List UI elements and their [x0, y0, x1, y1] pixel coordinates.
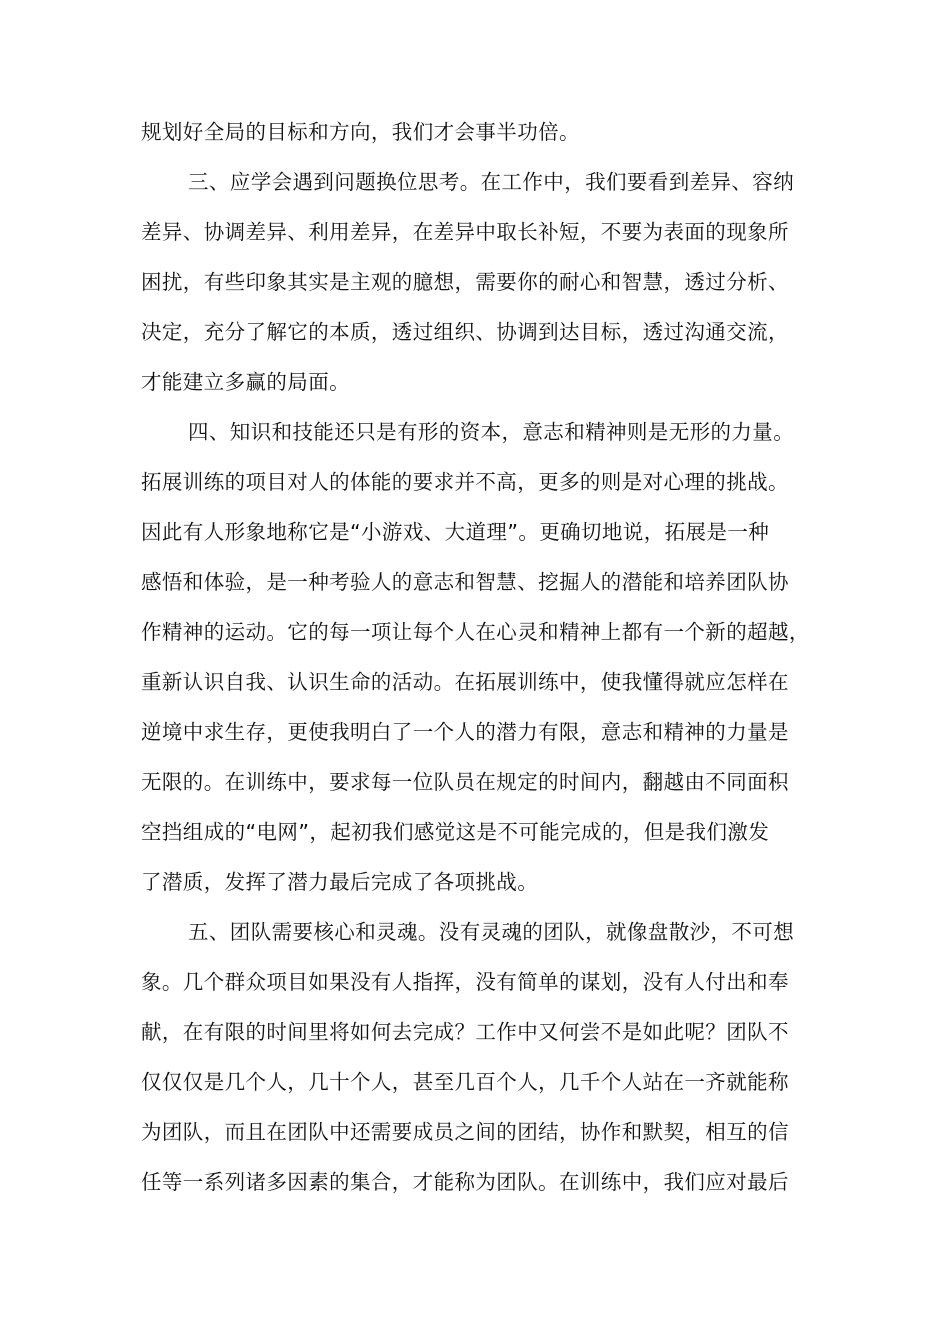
- text-line: 作精神的运动。它的每一项让每个人在心灵和精神上都有一个新的超越，: [141, 620, 810, 644]
- text-line: 拓展训练的项目对人的体能的要求并不高，更多的则是对心理的挑战。: [141, 470, 789, 494]
- text-line: 空挡组成的“电网”，起初我们感觉这是不可能完成的，但是我们激发: [141, 820, 770, 844]
- text-line: 感悟和体验，是一种考验人的意志和智慧、挖掘人的潜能和培养团队协: [141, 570, 789, 594]
- text-line: 无限的。在训练中，要求每一位队员在规定的时间内，翻越由不同面积: [141, 770, 789, 794]
- text-line: 象。几个群众项目如果没有人指挥，没有简单的谋划，没有人付出和奉: [141, 970, 789, 994]
- text-line: 为团队，而且在团队中还需要成员之间的团结，协作和默契，相互的信: [141, 1120, 789, 1144]
- text-line: 决定，充分了解它的本质，透过组织、协调到达目标，透过沟通交流，: [141, 320, 789, 344]
- text-line: 献，在有限的时间里将如何去完成？工作中又何尝不是如此呢？团队不: [141, 1020, 789, 1044]
- text-line: 规划好全局的目标和方向，我们才会事半功倍。: [141, 120, 580, 144]
- text-line: 三、应学会遇到问题换位思考。在工作中，我们要看到差异、容纳: [188, 170, 795, 194]
- text-line: 逆境中求生存，更使我明白了一个人的潜力有限，意志和精神的力量是: [141, 720, 789, 744]
- text-line: 仅仅仅是几个人，几十个人，甚至几百个人，几千个人站在一齐就能称: [141, 1070, 789, 1094]
- text-line: 了潜质，发挥了潜力最后完成了各项挑战。: [141, 870, 539, 894]
- text-line: 任等一系列诸多因素的集合，才能称为团队。在训练中，我们应对最后: [141, 1170, 789, 1194]
- text-line: 五、团队需要核心和灵魂。没有灵魂的团队，就像盘散沙，不可想: [188, 920, 795, 944]
- text-line: 四、知识和技能还只是有形的资本，意志和精神则是无形的力量。: [188, 420, 795, 444]
- text-line: 差异、协调差异、利用差异，在差异中取长补短，不要为表面的现象所: [141, 220, 789, 244]
- text-line: 因此有人形象地称它是“小游戏、大道理”。更确切地说，拓展是一种: [141, 520, 770, 544]
- text-line: 重新认识自我、认识生命的活动。在拓展训练中，使我懂得就应怎样在: [141, 670, 789, 694]
- text-line: 困扰，有些印象其实是主观的臆想，需要你的耐心和智慧，透过分析、: [141, 270, 789, 294]
- text-line: 才能建立多赢的局面。: [141, 370, 350, 394]
